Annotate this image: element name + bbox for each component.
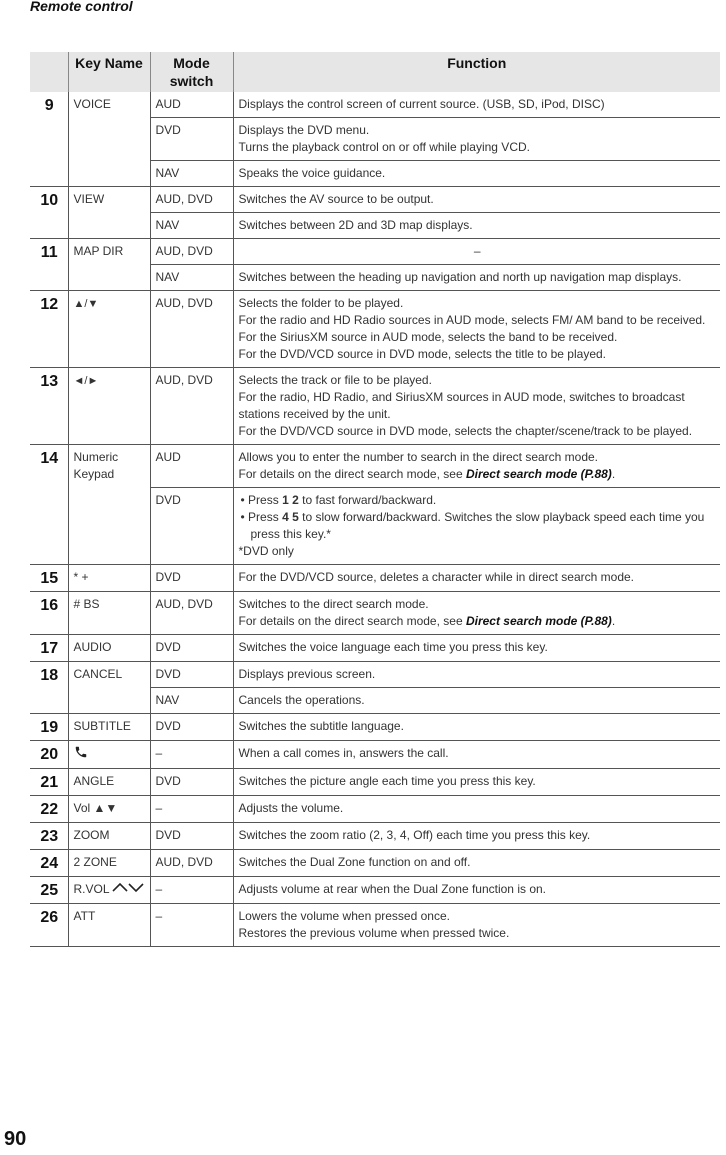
key-name: ANGLE — [68, 769, 150, 796]
mode-switch: AUD, DVD — [150, 592, 233, 635]
key-name: # BS — [68, 592, 150, 635]
table-row — [30, 877, 720, 904]
mode-switch: DVD — [150, 488, 233, 565]
phone-icon — [74, 745, 88, 764]
function-text — [233, 291, 720, 368]
mode-switch: – — [150, 877, 233, 904]
function-line-text: . — [611, 467, 616, 481]
table-row — [30, 291, 720, 368]
function-line-text: . — [611, 614, 616, 628]
mode-switch: DVD — [150, 565, 233, 592]
bullet-mark: • — [240, 493, 245, 507]
row-number: 12 — [30, 291, 68, 368]
key-label: 5 — [292, 510, 299, 524]
mode-switch: AUD, DVD — [150, 291, 233, 368]
key-name-column-header: Key Name — [68, 52, 150, 92]
mode-switch: DVD — [150, 823, 233, 850]
up-down-chevron-icon — [112, 881, 144, 898]
table-row — [30, 635, 720, 662]
key-name: VIEW — [68, 187, 150, 239]
mode-switch: AUD — [150, 445, 233, 488]
function-text: Switches the zoom ratio (2, 3, 4, Off) each time you press this key. — [233, 823, 720, 850]
mode-switch: NAV — [150, 688, 233, 714]
key-label: 2 — [292, 493, 299, 507]
key-name — [68, 368, 150, 445]
row-number: 9 — [30, 92, 68, 187]
table-row — [30, 741, 720, 769]
table-row — [30, 187, 720, 213]
key-name: CANCEL — [68, 662, 150, 714]
function-text: Switches the voice language each time you press this key. — [233, 635, 720, 662]
mode-switch: AUD, DVD — [150, 187, 233, 213]
table-row — [30, 823, 720, 850]
function-line-text: to slow forward/backward. Switches the slow playback speed each time you press this key.* — [250, 510, 705, 541]
function-line: Lowers the volume when pressed once. — [238, 909, 450, 923]
row-number: 11 — [30, 239, 68, 291]
function-line: Turns the playback control on or off while playing VCD. — [238, 140, 530, 154]
function-text: Switches the AV source to be output. — [233, 187, 720, 213]
up-down-arrow-icon: ▲/▼ — [73, 298, 99, 310]
mode-switch: AUD, DVD — [150, 850, 233, 877]
function-text: Adjusts volume at rear when the Dual Zone function is on. — [233, 877, 720, 904]
key-name: Vol ▲▼ — [68, 796, 150, 823]
key-name — [68, 741, 150, 769]
bullet-line — [239, 509, 717, 543]
function-text — [233, 445, 720, 488]
row-number: 23 — [30, 823, 68, 850]
table-row — [30, 904, 720, 947]
function-line-text: For details on the direct search mode, see — [238, 467, 466, 481]
function-line: Displays the DVD menu. — [238, 123, 370, 137]
function-line: Switches to the direct search mode. — [238, 597, 429, 611]
table-row — [30, 592, 720, 635]
table-row — [30, 92, 720, 118]
function-text — [233, 904, 720, 947]
function-text: Switches between the heading up navigation and north up navigation map displays. — [233, 265, 720, 291]
function-text: – — [233, 239, 720, 265]
key-name: Numeric Keypad — [68, 445, 150, 565]
function-line: For the DVD/VCD source in DVD mode, selects the chapter/scene/track to be played. — [238, 424, 693, 438]
mode-switch: AUD, DVD — [150, 368, 233, 445]
key-name: * + — [68, 565, 150, 592]
row-number: 16 — [30, 592, 68, 635]
row-number: 18 — [30, 662, 68, 714]
function-text: Switches the subtitle language. — [233, 714, 720, 741]
mode-switch: NAV — [150, 265, 233, 291]
function-line — [239, 613, 717, 630]
table-row — [30, 662, 720, 688]
mode-switch: DVD — [150, 118, 233, 161]
function-line-text: to fast forward/backward. — [302, 493, 437, 507]
row-number: 25 — [30, 877, 68, 904]
key-name: VOICE — [68, 92, 150, 187]
function-text: When a call comes in, answers the call. — [233, 741, 720, 769]
row-number: 10 — [30, 187, 68, 239]
mode-switch: NAV — [150, 161, 233, 187]
mode-switch: DVD — [150, 769, 233, 796]
key-label: 4 — [282, 510, 289, 524]
row-number: 22 — [30, 796, 68, 823]
mode-switch: AUD, DVD — [150, 239, 233, 265]
mode-switch: DVD — [150, 714, 233, 741]
function-text — [233, 592, 720, 635]
function-column-header: Function — [233, 52, 720, 92]
left-right-arrow-icon: ◄/► — [73, 375, 99, 387]
row-number: 13 — [30, 368, 68, 445]
function-text — [233, 118, 720, 161]
row-number: 26 — [30, 904, 68, 947]
function-line: Selects the track or file to be played. — [238, 373, 432, 387]
function-line: Allows you to enter the number to search in the direct search mode. — [238, 450, 599, 464]
mode-switch-column-header: Mode switch — [150, 52, 233, 92]
function-text: Switches the picture angle each time you press this key. — [233, 769, 720, 796]
mode-switch: – — [150, 741, 233, 769]
row-number: 14 — [30, 445, 68, 565]
table-row — [30, 239, 720, 265]
function-line — [239, 466, 717, 483]
page-number: 90 — [4, 1128, 27, 1150]
table-row — [30, 850, 720, 877]
table-row — [30, 769, 720, 796]
mode-switch: – — [150, 796, 233, 823]
page-reference-link[interactable]: Direct search mode (P.88) — [465, 467, 612, 481]
row-number: 17 — [30, 635, 68, 662]
function-line-text: Press — [248, 493, 279, 507]
function-text: Adjusts the volume. — [233, 796, 720, 823]
function-text: For the DVD/VCD source, deletes a character while in direct search mode. — [233, 565, 720, 592]
row-number: 15 — [30, 565, 68, 592]
table-row — [30, 714, 720, 741]
key-name: MAP DIR — [68, 239, 150, 291]
row-number: 19 — [30, 714, 68, 741]
function-text: Speaks the voice guidance. — [233, 161, 720, 187]
function-line: For the DVD/VCD source in DVD mode, selects the title to be played. — [238, 347, 606, 361]
page-reference-link[interactable]: Direct search mode (P.88) — [465, 614, 612, 628]
mode-switch: DVD — [150, 662, 233, 688]
function-line-text: Press — [248, 510, 279, 524]
table-header-row — [30, 52, 720, 92]
table-row — [30, 565, 720, 592]
key-name — [68, 291, 150, 368]
row-number: 20 — [30, 741, 68, 769]
key-name: ZOOM — [68, 823, 150, 850]
key-name-text: R.VOL — [73, 882, 110, 896]
row-number: 21 — [30, 769, 68, 796]
function-text: Cancels the operations. — [233, 688, 720, 714]
mode-switch: NAV — [150, 213, 233, 239]
function-text — [233, 488, 720, 565]
running-header: Remote control — [30, 0, 133, 14]
function-line-text: For details on the direct search mode, see — [238, 614, 466, 628]
remote-control-key-table — [30, 52, 720, 947]
key-name: 2 ZONE — [68, 850, 150, 877]
table-row — [30, 445, 720, 488]
mode-switch: AUD — [150, 92, 233, 118]
function-text — [233, 368, 720, 445]
number-column-header — [30, 52, 68, 92]
key-name: ATT — [68, 904, 150, 947]
function-text: Switches the Dual Zone function on and off. — [233, 850, 720, 877]
function-line: Selects the folder to be played. — [238, 296, 404, 310]
mode-switch: – — [150, 904, 233, 947]
table-row — [30, 368, 720, 445]
table-row — [30, 796, 720, 823]
function-line: For the radio, HD Radio, and SiriusXM sources in AUD mode, switches to broadcast stations received by the unit. — [238, 390, 685, 421]
function-line: For the SiriusXM source in AUD mode, selects the band to be received. — [238, 330, 618, 344]
key-name: AUDIO — [68, 635, 150, 662]
function-text: Displays previous screen. — [233, 662, 720, 688]
function-line: For the radio and HD Radio sources in AUD mode, selects FM/ AM band to be received. — [238, 313, 706, 327]
mode-switch: DVD — [150, 635, 233, 662]
bullet-mark: • — [240, 510, 245, 524]
row-number: 24 — [30, 850, 68, 877]
footnote: *DVD only — [238, 544, 294, 558]
key-name: SUBTITLE — [68, 714, 150, 741]
function-line: Restores the previous volume when pressed twice. — [238, 926, 510, 940]
key-label: 1 — [282, 493, 289, 507]
function-text: Switches between 2D and 3D map displays. — [233, 213, 720, 239]
function-text: Displays the control screen of current source. (USB, SD, iPod, DISC) — [233, 92, 720, 118]
bullet-line — [239, 492, 717, 509]
key-name — [68, 877, 150, 904]
